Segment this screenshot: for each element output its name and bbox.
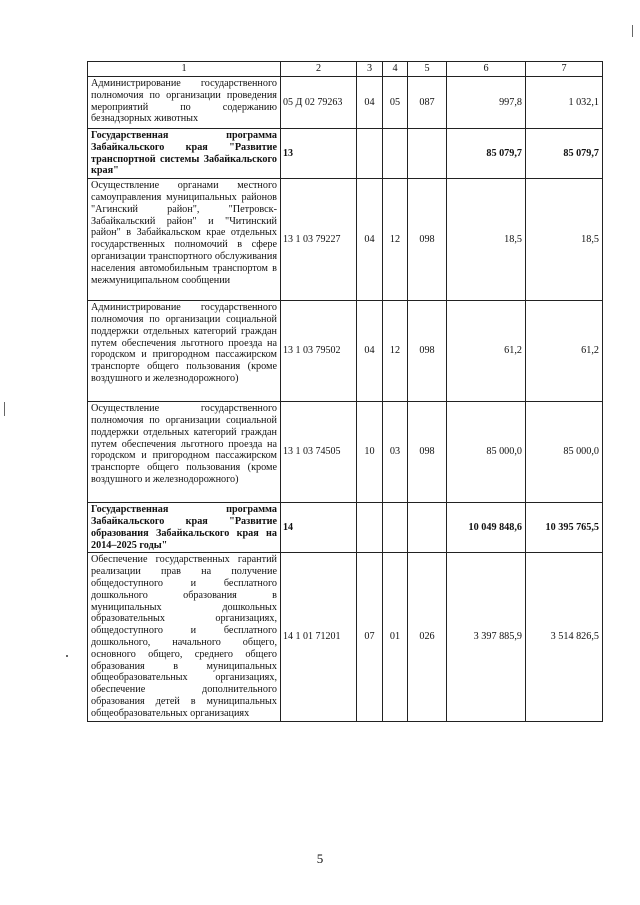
row-amount-1: 61,2 bbox=[447, 301, 526, 402]
row-expense-type: 098 bbox=[408, 179, 447, 301]
row-code: 13 bbox=[281, 129, 357, 179]
row-code: 13 1 03 79227 bbox=[281, 179, 357, 301]
table-row bbox=[88, 301, 603, 402]
row-code: 14 1 01 71201 bbox=[281, 553, 357, 721]
row-amount-2: 85 079,7 bbox=[526, 129, 603, 179]
table-row bbox=[88, 129, 603, 179]
scan-artifact-mark bbox=[66, 655, 68, 657]
table-row bbox=[88, 402, 603, 503]
row-amount-1: 85 079,7 bbox=[447, 129, 526, 179]
row-subsection: 05 bbox=[383, 77, 408, 129]
row-name: Государственная программа Забайкальского края "Развитие транспортной системы Забайкальского края" bbox=[88, 129, 281, 179]
row-amount-2: 18,5 bbox=[526, 179, 603, 301]
row-name: Обеспечение государственных гарантий реализации прав на получение общедоступного и бесплатного дошкольного образования в муниципальных дошкольных образовательных организациях, общедоступного и бесплатного дошкольного, начального общего, основного общего, среднего общего образования в муниципальных общеобразовательных организациях, обеспечение дополнительного образования детей в муниципальных общеобразовательных организациях bbox=[88, 553, 281, 721]
row-code: 14 bbox=[281, 503, 357, 553]
row-subsection: 12 bbox=[383, 301, 408, 402]
row-section bbox=[357, 129, 383, 179]
row-name: Государственная программа Забайкальского края "Развитие образования Забайкальского края на 2014–2025 годы" bbox=[88, 503, 281, 553]
budget-table bbox=[87, 61, 603, 722]
row-expense-type: 098 bbox=[408, 402, 447, 503]
row-section: 07 bbox=[357, 553, 383, 721]
row-amount-1: 997,8 bbox=[447, 77, 526, 129]
row-name: Осуществление государственного полномочия по организации социальной поддержки отдельных категорий граждан путем обеспечения льготного проезда на городском и пригородном пассажирском транспорте общего пользования (кроме воздушного и железнодорожного) bbox=[88, 402, 281, 503]
header-cell: 1 bbox=[88, 62, 281, 77]
header-cell: 3 bbox=[357, 62, 383, 77]
header-cell: 7 bbox=[526, 62, 603, 77]
row-amount-2: 1 032,1 bbox=[526, 77, 603, 129]
row-amount-2: 85 000,0 bbox=[526, 402, 603, 503]
row-expense-type bbox=[408, 129, 447, 179]
row-amount-1: 18,5 bbox=[447, 179, 526, 301]
row-section: 10 bbox=[357, 402, 383, 503]
row-subsection bbox=[383, 129, 408, 179]
page-number: 5 bbox=[316, 851, 324, 866]
row-section bbox=[357, 503, 383, 553]
row-amount-1: 3 397 885,9 bbox=[447, 553, 526, 721]
header-cell: 6 bbox=[447, 62, 526, 77]
row-section: 04 bbox=[357, 77, 383, 129]
row-section: 04 bbox=[357, 301, 383, 402]
row-code: 13 1 03 74505 bbox=[281, 402, 357, 503]
row-code: 13 1 03 79502 bbox=[281, 301, 357, 402]
header-cell: 5 bbox=[408, 62, 447, 77]
row-name: Осуществление органами местного самоуправления муниципальных районов "Агинский район", "Петровск-Забайкальский район" и "Читинский район" в Забайкальском крае отдельных государственных полномочий в сфере организации транспортного обслуживания населения автомобильным транспортом в межмуниципальном сообщении bbox=[88, 179, 281, 301]
row-name: Администрирование государственного полномочия по организации социальной поддержки отдельных категорий граждан путем обеспечения льготного проезда на городском и пригородном пассажирском транспорте общего пользования (кроме воздушного и железнодорожного) bbox=[88, 301, 281, 402]
row-amount-2: 61,2 bbox=[526, 301, 603, 402]
row-expense-type: 026 bbox=[408, 553, 447, 721]
table-row bbox=[88, 503, 603, 553]
row-expense-type bbox=[408, 503, 447, 553]
scan-artifact-mark bbox=[632, 25, 633, 37]
row-code: 05 Д 02 79263 bbox=[281, 77, 357, 129]
row-amount-1: 85 000,0 bbox=[447, 402, 526, 503]
table-row bbox=[88, 77, 603, 129]
header-cell: 4 bbox=[383, 62, 408, 77]
row-expense-type: 098 bbox=[408, 301, 447, 402]
table-row bbox=[88, 553, 603, 721]
table-header-row bbox=[88, 62, 603, 77]
scan-artifact-mark bbox=[4, 402, 5, 416]
row-expense-type: 087 bbox=[408, 77, 447, 129]
row-subsection: 01 bbox=[383, 553, 408, 721]
row-name: Администрирование государственного полномочия по организации проведения мероприятий по содержанию безнадзорных животных bbox=[88, 77, 281, 129]
row-subsection: 12 bbox=[383, 179, 408, 301]
row-amount-2: 10 395 765,5 bbox=[526, 503, 603, 553]
row-section: 04 bbox=[357, 179, 383, 301]
row-amount-2: 3 514 826,5 bbox=[526, 553, 603, 721]
row-subsection bbox=[383, 503, 408, 553]
row-amount-1: 10 049 848,6 bbox=[447, 503, 526, 553]
row-subsection: 03 bbox=[383, 402, 408, 503]
header-cell: 2 bbox=[281, 62, 357, 77]
table-row bbox=[88, 179, 603, 301]
